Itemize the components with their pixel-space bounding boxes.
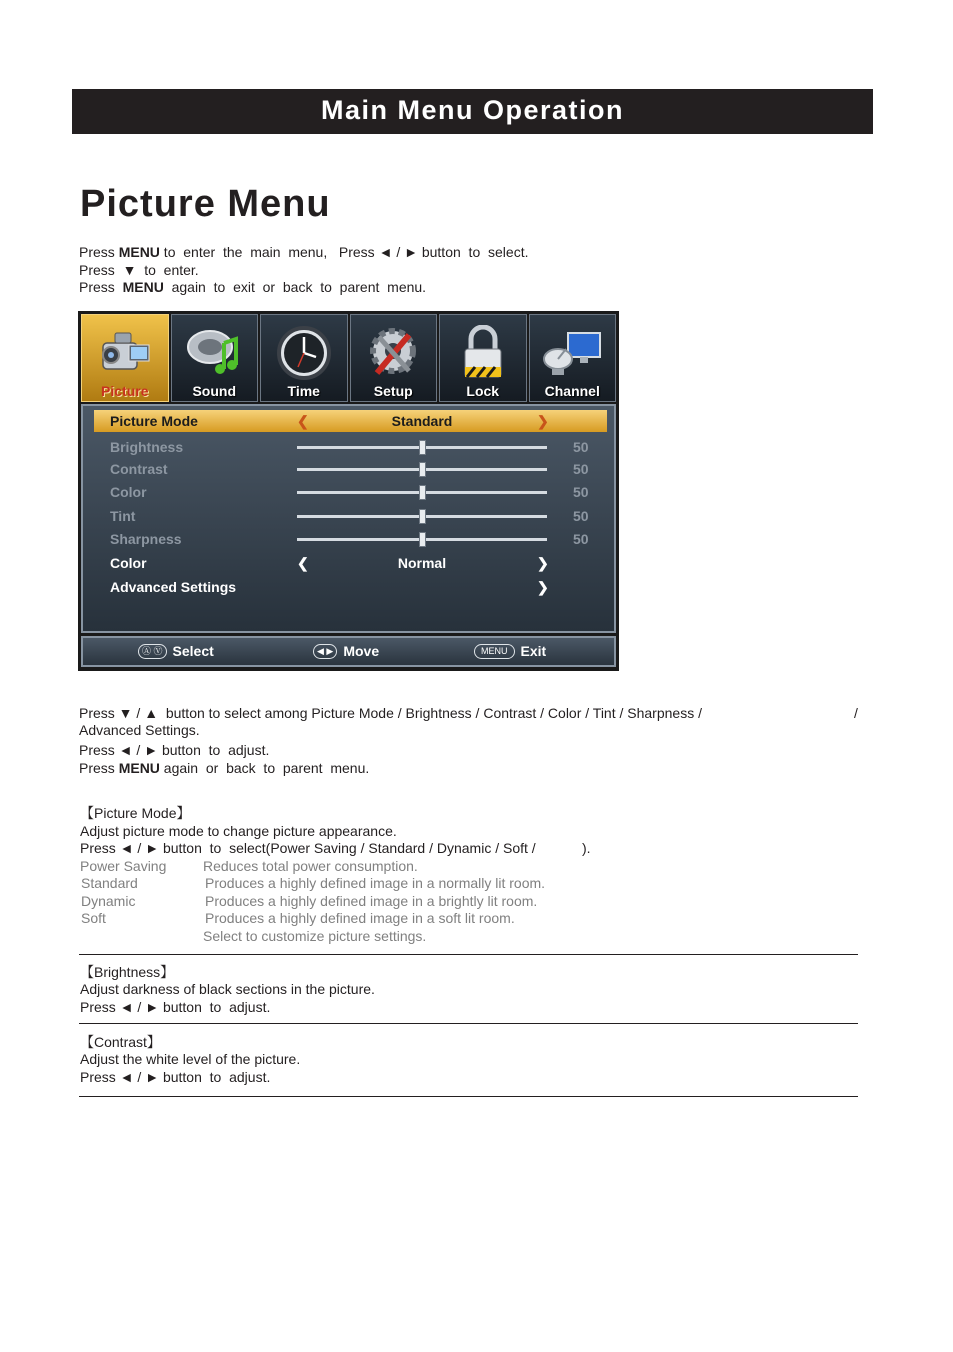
arrow-right-icon: ❯	[537, 413, 549, 429]
slider-value: 50	[573, 531, 589, 547]
brightness-heading: 【Brightness】	[80, 964, 175, 980]
footer-move-label: Move	[343, 643, 380, 659]
satellite-monitor-icon	[542, 325, 602, 381]
slider-value: 50	[573, 461, 589, 477]
tint-row[interactable]	[83, 505, 614, 527]
color-temperature-label: Color	[110, 555, 147, 571]
color-row[interactable]	[83, 481, 614, 503]
mode-name: Power Saving	[80, 858, 167, 874]
tab-label: Setup	[373, 383, 413, 399]
footer-exit	[474, 643, 546, 659]
intro-line-3	[79, 279, 426, 296]
picture-mode-press: Press ◄ / ► button to select(Power Saving / Standard / Dynamic / Soft /	[80, 840, 536, 856]
mode-name: Standard	[81, 875, 138, 891]
slider-value: 50	[573, 508, 589, 524]
picture-mode-value: Standard	[391, 413, 453, 429]
slider-label: Sharpness	[110, 531, 182, 547]
osd-tab-bar	[81, 314, 616, 402]
divider	[79, 954, 858, 955]
contrast-slider[interactable]	[297, 468, 547, 471]
picture-mode-row[interactable]	[94, 410, 607, 432]
slider-knob[interactable]	[419, 440, 426, 455]
arrow-left-icon: ❮	[297, 413, 309, 429]
page-title: Picture Menu	[80, 183, 331, 225]
mode-desc: Select to customize picture settings.	[203, 928, 427, 944]
instructions-line-4-pre: Press	[79, 760, 119, 776]
tab-label: Time	[287, 383, 320, 399]
slider-knob[interactable]	[419, 532, 426, 547]
picture-mode-heading: 【Picture Mode】	[80, 805, 191, 821]
left-right-icon: ◀ ▶	[313, 644, 337, 659]
tab-label: Sound	[192, 383, 237, 399]
up-down-icon: Ⓐ Ⓥ	[138, 644, 167, 659]
slider-label: Tint	[110, 508, 136, 524]
brightness-press: Press ◄ / ► button to adjust.	[80, 999, 271, 1015]
footer-select-label: Select	[172, 643, 214, 659]
color-slider[interactable]	[297, 491, 547, 494]
slider-knob[interactable]	[419, 462, 426, 477]
section-header-bar	[72, 89, 873, 134]
mode-desc: Produces a highly defined image in a normally lit room.	[205, 875, 546, 891]
footer-select	[138, 643, 214, 659]
tab-label: Channel	[544, 383, 600, 399]
slider-label: Contrast	[110, 461, 168, 477]
mode-desc: Reduces total power consumption.	[203, 858, 418, 874]
instructions-line-4-post: again or back to parent menu.	[159, 760, 370, 776]
color-temperature-row[interactable]	[83, 552, 614, 574]
padlock-icon	[453, 325, 513, 381]
intro-line-1-post: to enter the main menu, Press ◄ / ► button to select.	[159, 244, 529, 260]
tint-slider[interactable]	[297, 515, 547, 518]
contrast-desc: Adjust the white level of the picture.	[80, 1051, 301, 1067]
slider-label: Color	[110, 484, 147, 500]
intro-line-1-pre: Press	[79, 244, 119, 260]
picture-mode-press-end: ).	[582, 840, 591, 856]
clock-icon	[274, 325, 334, 381]
brightness-desc: Adjust darkness of black sections in the picture.	[80, 981, 375, 997]
mode-desc: Produces a highly defined image in a soft lit room.	[205, 910, 515, 926]
menu-keyword: MENU	[122, 279, 164, 295]
slider-label: Brightness	[110, 439, 184, 455]
slider-knob[interactable]	[419, 509, 426, 524]
contrast-heading: 【Contrast】	[80, 1034, 161, 1050]
tab-lock[interactable]	[439, 314, 527, 402]
slider-knob[interactable]	[419, 485, 426, 500]
color-temperature-value: Normal	[397, 555, 447, 571]
mode-name: Dynamic	[81, 893, 136, 909]
arrow-right-icon: ❯	[537, 555, 549, 571]
picture-mode-label: Picture Mode	[110, 413, 198, 429]
arrow-left-icon: ❮	[297, 555, 309, 571]
divider	[79, 1023, 858, 1024]
menu-keyword: MENU	[118, 244, 160, 260]
tab-channel[interactable]	[529, 314, 617, 402]
contrast-row[interactable]	[83, 458, 614, 480]
sharpness-row[interactable]	[83, 528, 614, 550]
footer-exit-label: Exit	[520, 643, 547, 659]
intro-line-3-pre: Press	[79, 279, 123, 295]
picture-mode-desc: Adjust picture mode to change picture appearance.	[80, 823, 397, 839]
mode-name: Soft	[81, 910, 106, 926]
osd-footer-bar	[81, 636, 616, 667]
intro-line-1	[79, 244, 528, 261]
brightness-row[interactable]	[83, 436, 614, 458]
intro-line-3-post: again to exit or back to parent menu.	[163, 279, 427, 295]
instructions-line-3: Press ◄ / ► button to adjust.	[79, 742, 270, 758]
instructions-line-1: Press ▼ / ▲ button to select among Picture Mode / Brightness / Contrast / Color / Tint / Sharpness /	[79, 705, 702, 721]
tab-picture[interactable]	[81, 314, 169, 402]
tab-sound[interactable]	[171, 314, 259, 402]
brightness-slider[interactable]	[297, 446, 547, 449]
instructions-line-4	[79, 760, 369, 777]
advanced-settings-label: Advanced Settings	[110, 579, 237, 595]
tab-label: Lock	[466, 383, 500, 399]
intro-line-2: Press ▼ to enter.	[79, 262, 199, 278]
instructions-line-1-end: /	[854, 705, 858, 721]
menu-keyword: MENU	[118, 760, 160, 776]
instructions-line-2: Advanced Settings.	[79, 722, 200, 738]
contrast-press: Press ◄ / ► button to adjust.	[80, 1069, 271, 1085]
menu-key-icon: MENU	[474, 644, 515, 659]
arrow-right-icon: ❯	[537, 579, 549, 595]
advanced-settings-row[interactable]	[83, 576, 614, 598]
slider-value: 50	[573, 484, 589, 500]
gear-tools-icon	[363, 325, 423, 381]
tab-label: Picture	[101, 383, 149, 399]
section-header-title: Main Menu Operation	[320, 95, 624, 125]
speaker-music-icon	[184, 325, 244, 381]
tab-time[interactable]	[260, 314, 348, 402]
camcorder-icon	[95, 325, 155, 381]
mode-desc: Produces a highly defined image in a brightly lit room.	[205, 893, 538, 909]
osd-settings-panel	[81, 404, 616, 633]
divider	[79, 1096, 858, 1097]
footer-move	[313, 643, 379, 659]
slider-value: 50	[573, 439, 589, 455]
tab-setup[interactable]	[350, 314, 438, 402]
tv-osd-picture-menu	[78, 311, 619, 671]
sharpness-slider[interactable]	[297, 538, 547, 541]
